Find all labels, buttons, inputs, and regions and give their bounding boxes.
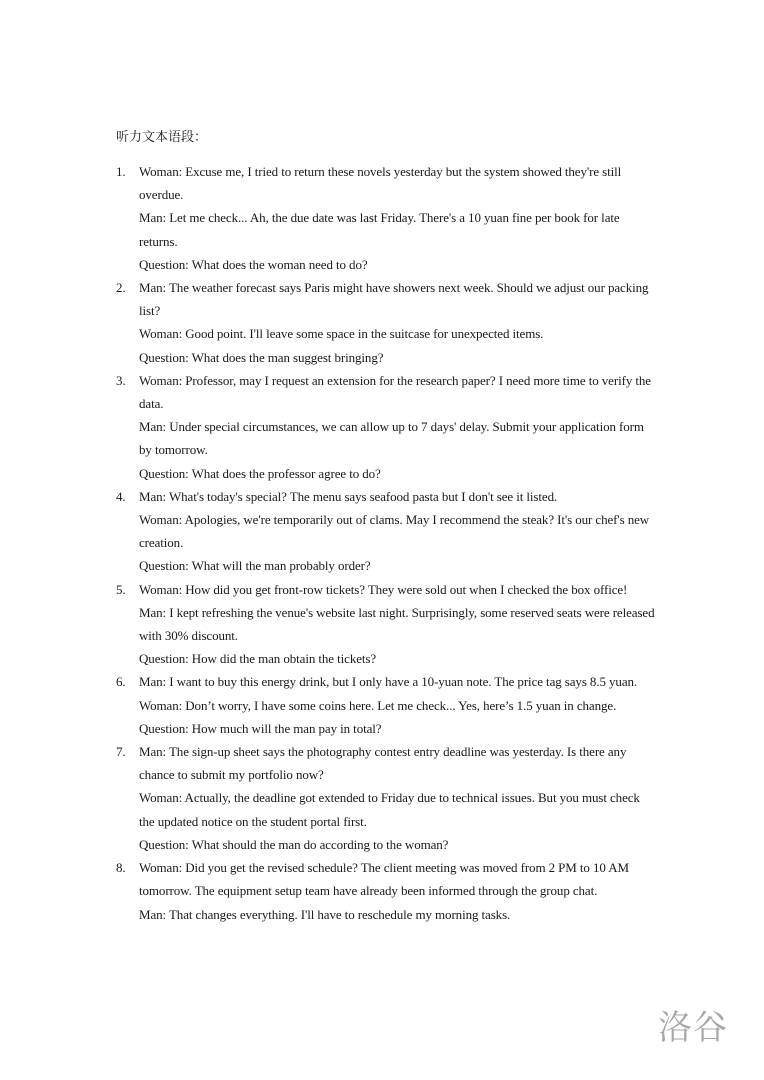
dialogue-line: Woman: Actually, the deadline got extended to Friday due to technical issues. But you must check the updated notice on the student portal first.	[139, 790, 640, 829]
list-item	[116, 856, 656, 926]
item-number: 2.	[116, 280, 126, 296]
list-item	[116, 276, 656, 369]
item-number: 4.	[116, 488, 126, 504]
section-heading: 听力文本语段：	[116, 130, 208, 145]
question-line: Question: How much will the man pay in total?	[139, 720, 382, 736]
question-line: Question: What does the man suggest bringing?	[139, 349, 384, 365]
dialogue-line: Woman: Good point. I'll leave some space in the suitcase for unexpected items.	[139, 326, 544, 342]
question-line: Question: How did the man obtain the tickets?	[139, 651, 377, 667]
item-number: 6.	[116, 674, 126, 690]
dialogue-line: Man: That changes everything. I'll have to reschedule my morning tasks.	[139, 906, 511, 922]
list-item	[116, 160, 656, 276]
dialogue-line: Man: The sign-up sheet says the photography contest entry deadline was yesterday. Is there any chance to submit my portfolio now?	[139, 744, 627, 783]
dialogue-line: Man: Under special circumstances, we can allow up to 7 days' delay. Submit your application form by tomorrow.	[139, 419, 644, 458]
item-number: 7.	[116, 744, 126, 760]
list-item	[116, 670, 656, 740]
dialogue-line: Woman: Excuse me, I tried to return these novels yesterday but the system showed they're still overdue.	[139, 164, 622, 203]
dialogue-list	[116, 160, 656, 926]
dialogue-line: Man: Let me check... Ah, the due date was last Friday. There's a 10 yuan fine per book for late returns.	[139, 210, 620, 249]
question-line: Question: What will the man probably order?	[139, 558, 371, 574]
watermark-logo: 洛谷	[658, 1008, 728, 1048]
dialogue-line: Woman: Did you get the revised schedule? The client meeting was moved from 2 PM to 10 AM tomorrow. The equipment setup team have already been informed through the group chat.	[139, 860, 629, 899]
list-item	[116, 578, 656, 671]
item-number: 1.	[116, 164, 126, 179]
dialogue-line: Woman: How did you get front-row tickets? They were sold out when I checked the box office!	[139, 581, 628, 597]
item-number: 3.	[116, 372, 126, 388]
item-number: 8.	[116, 860, 126, 876]
list-item	[116, 485, 656, 578]
dialogue-line: Man: The weather forecast says Paris might have showers next week. Should we adjust our packing list?	[139, 280, 649, 319]
dialogue-line: Woman: Apologies, we're temporarily out of clams. May I recommend the steak? It's our chef's new creation.	[139, 512, 650, 551]
dialogue-line: Man: What's today's special? The menu says seafood pasta but I don't see it listed.	[139, 488, 558, 504]
list-item	[116, 740, 656, 856]
dialogue-line: Woman: Don’t worry, I have some coins here. Let me check... Yes, here’s 1.5 yuan in change.	[139, 697, 617, 713]
item-number: 5.	[116, 581, 126, 597]
question-line: Question: What should the man do according to the woman?	[139, 836, 449, 852]
question-line: Question: What does the woman need to do?	[139, 256, 368, 272]
dialogue-line: Man: I kept refreshing the venue's website last night. Surprisingly, some reserved seats were released with 30% discount.	[139, 604, 655, 644]
dialogue-line: Man: I want to buy this energy drink, but I only have a 10-yuan note. The price tag says 8.5 yuan.	[139, 674, 638, 690]
list-item	[116, 369, 656, 485]
dialogue-line: Woman: Professor, may I request an extension for the research paper? I need more time to verify the data.	[139, 372, 651, 412]
question-line: Question: What does the professor agree to do?	[139, 465, 381, 481]
